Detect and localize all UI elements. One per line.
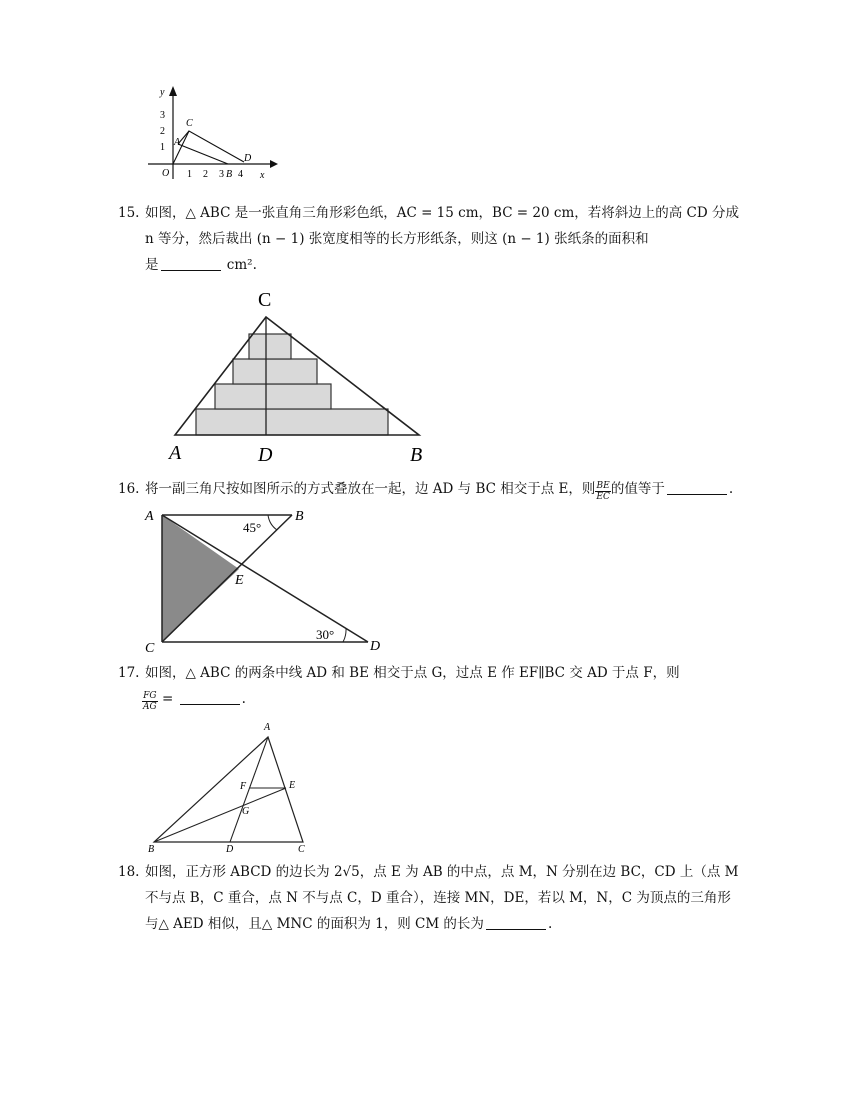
point-a-label: A [145, 509, 154, 524]
point-e-label: E [235, 573, 244, 588]
line-text: 将一副三角尺按如图所示的方式叠放在一起，边 AD 与 BC 相交于点 E，则 [145, 481, 596, 497]
question-number: 17. [118, 665, 140, 681]
point-c-label: C [186, 118, 193, 129]
line-text: 是 [145, 257, 159, 273]
question-line-2: 不与点 B，C 重合，点 N 不与点 C，D 重合），连接 MN，DE，若以 M，N，C 为顶点的三角形 [145, 890, 731, 906]
point-a-label: A [264, 722, 271, 733]
equals-sign: = [157, 691, 178, 707]
point-d-label: D [258, 444, 273, 466]
question-text [145, 660, 680, 712]
point-d-label: D [226, 844, 234, 855]
question-text [145, 859, 739, 937]
point-b-label: B [226, 169, 233, 180]
fraction-fg-ag [142, 691, 158, 712]
origin-label: O [162, 168, 170, 179]
question-line-3 [145, 252, 739, 278]
question-line-1: 如图，△ ABC 的两条中线 AD 和 BE 相交于点 G，过点 E 作 EF∥BC 交 AD 于点 F，则 [145, 665, 680, 681]
y-tick-2: 2 [160, 126, 165, 137]
point-f-label: F [240, 781, 247, 792]
point-d-label: D [370, 639, 381, 654]
angle-45-arc [268, 515, 277, 530]
x-tick-1: 1 [187, 169, 192, 180]
fraction-be-ec [595, 481, 610, 502]
strip-rect-4 [249, 334, 291, 359]
question-number: 16. [118, 481, 140, 497]
x-tick-2: 2 [203, 169, 208, 180]
median-be [154, 788, 286, 842]
y-axis-arrow [169, 86, 177, 96]
question-text [145, 476, 733, 502]
point-e-label: E [289, 780, 296, 791]
point-g-label: G [242, 806, 250, 817]
median-triangle-figure [145, 718, 315, 853]
period: . [241, 691, 246, 707]
x-tick-4: 4 [238, 169, 243, 180]
answer-blank[interactable] [667, 480, 727, 495]
answer-blank[interactable] [486, 915, 546, 930]
question-number: 18. [118, 864, 140, 880]
x-tick-3: 3 [219, 169, 224, 180]
point-a-label: A [174, 137, 181, 148]
y-tick-1: 1 [160, 142, 165, 153]
strip-rect-1 [196, 409, 388, 435]
question-line-2 [118, 686, 680, 712]
fraction-denominator: EC [596, 492, 610, 502]
point-b-label: B [410, 444, 423, 466]
line-o-c-d [173, 131, 244, 164]
answer-blank[interactable] [180, 690, 240, 705]
point-c-label: C [145, 641, 155, 656]
point-c-label: C [298, 844, 305, 855]
set-squares-figure [140, 502, 390, 657]
angle-30-arc [343, 629, 346, 642]
question-line-1 [145, 476, 733, 502]
period: . [728, 481, 734, 497]
question-line-2: n 等分，然后裁出 (n − 1) 张宽度相等的长方形纸条，则这 (n − 1) 张纸条的面积和 [145, 231, 649, 247]
point-d-label: D [244, 153, 252, 164]
line-text-2: 的值等于 [610, 481, 665, 497]
line-text: 与△ AED 相似，且△ MNC 的面积为 1，则 CM 的长为 [145, 916, 484, 932]
unit-text: cm². [222, 257, 257, 273]
strip-triangle-figure [165, 286, 455, 466]
angle-45-label: 45° [243, 520, 262, 535]
point-b-label: B [295, 509, 304, 524]
question-line-1: 如图，△ ABC 是一张直角三角形彩色纸，AC = 15 cm，BC = 20 cm，若将斜边上的高 CD 分成 [145, 205, 739, 221]
strip-rect-2 [215, 384, 331, 409]
question-text [145, 200, 739, 278]
x-axis-arrow [270, 160, 278, 168]
strip-rect-3 [233, 359, 317, 384]
triangle-abc [154, 737, 303, 842]
y-tick-3: 3 [160, 110, 165, 121]
point-b-label: B [148, 844, 155, 855]
question-line-3 [145, 911, 739, 937]
fraction-numerator: BE [596, 481, 610, 491]
point-a-label: A [169, 442, 182, 464]
x-axis-label: x [260, 170, 265, 181]
angle-30-label: 30° [316, 627, 335, 642]
y-axis-label: y [160, 87, 165, 98]
coordinate-figure [140, 84, 280, 184]
line-a-b [178, 144, 228, 164]
fraction-denominator: AG [143, 702, 157, 712]
question-line-1: 如图，正方形 ABCD 的边长为 2√5，点 E 为 AB 的中点，点 M，N 分别在边 BC，CD 上（点 M [145, 864, 739, 880]
median-ad [230, 737, 268, 842]
point-c-label: C [258, 289, 272, 311]
period: . [547, 916, 553, 932]
answer-blank[interactable] [161, 256, 221, 271]
question-number: 15. [118, 205, 140, 221]
fraction-numerator: FG [143, 691, 157, 701]
